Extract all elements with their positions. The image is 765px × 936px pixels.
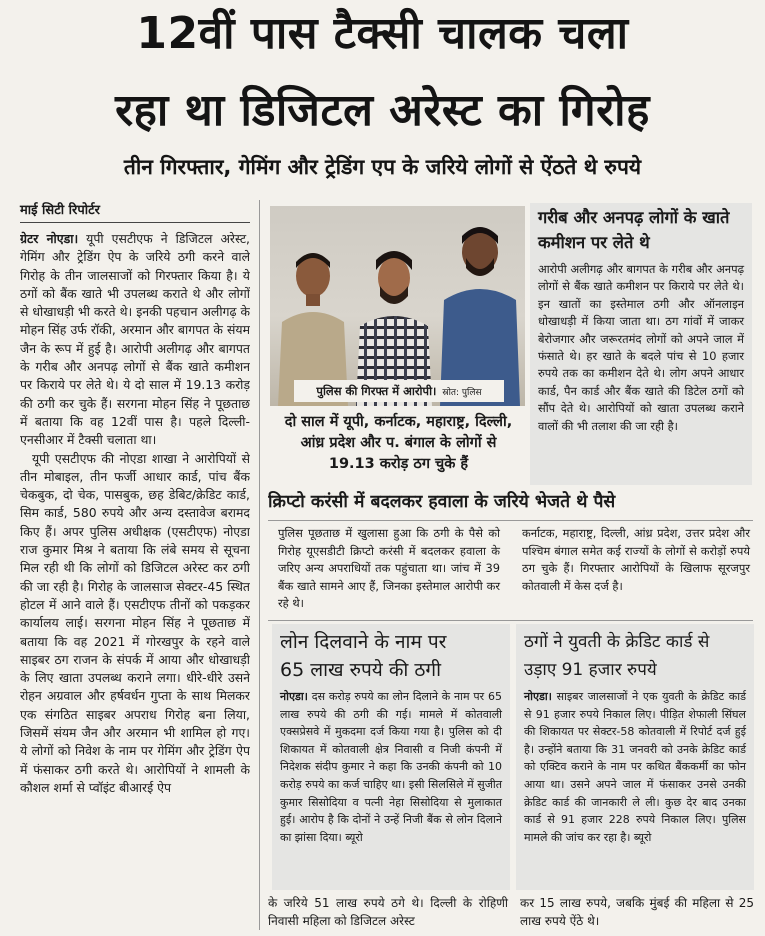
photo-caption: पुलिस की गिरफ्त में आरोपी। — [316, 383, 437, 398]
crypto-heading: क्रिप्टो करंसी में बदलकर हवाला के जरिये भेजते थे पैसे — [268, 492, 616, 512]
loan-continued: के जरिये 51 लाख रुपये ठगे थे। दिल्ली के रोहिणी निवासी महिला को डिजिटल अरेस्ट — [268, 896, 508, 928]
loan-heading-2: 65 लाख रुपये की ठगी — [280, 659, 442, 681]
loan-heading-1: लोन दिलवाने के नाम पर — [280, 631, 447, 653]
credit-body: साइबर जालसाजों ने एक युवती के क्रेडिट कार्ड से 91 हजार रुपये निकाल लिए। पीड़ित शेफाली सिंघल की शिकायत पर सेक्टर-58 कोतवाली में रिपोर्ट दर्ज हुई है। उन्होंने बताया कि 31 जनवरी को उनके क्रेडिट कार्ड को एक्टिव कराने के नाम पर कथित बैंककर्मी का फोन आया था। उसने अपने जाल में फंसाकर उनसे उनकी क्रेडिट कार्ड की जानकारी ले ली। कुछ देर बाद उनका कार्ड से 91 हजार 228 रुपये निकाल लिए। पुलिस मामले की जांच कर रहा है। — [524, 690, 746, 844]
crypto-col-1: पुलिस पूछताछ में खुलासा हुआ कि ठगी के पैसे को गिरोह यूएसडीटी क्रिप्टो करंसी में बदलकर हवाला के जरिए अन्य अपराधियों तक पहुंचाता था। जांच में 39 बैंक खाते सामने आए हैं, जिनका इस्तेमाल आरोपी कर रहे थे। — [278, 526, 500, 611]
credit-story — [516, 624, 754, 890]
main-story — [20, 230, 250, 930]
photo-caption-bar — [294, 380, 504, 402]
crypto-bottom-rule — [268, 620, 753, 621]
byline: माई सिटी रिपोर्टर — [20, 203, 100, 218]
sidebar-story — [530, 203, 752, 485]
main-paragraph-1: यूपी एसटीएफ ने डिजिटल अरेस्ट, गेमिंग और ट्रेडिंग ऐप के जरिये ठगी करने वाले गिरोह के तीन जालसाजों को गिरफ्तार किया है। ये ठगों को बैंक खाते भी उपलब्ध कराते थे और लोगों से धोखाधड़ी भी करते थे। इनकी पहचान अलीगढ़ के मोहन सिंह उर्फ रॉकी, अरमान और बागपत के संयम जैन के रूप में हुई है। आरोपी अलीगढ़ और बागपत के गरीब और अनपढ़ लोगों से बैंक खाते कमीशन पर किराये पर लेते थे। ये दो साल में 19.13 करोड़ की ठगी कर चुके हैं। सरगना मोहन सिंह ने पूछताछ में बताया कि वह 12वीं पास है। पहले दिल्ली-एनसीआर में टैक्सी चलाता था। — [20, 231, 250, 448]
pullquote: दो साल में यूपी, कर्नाटक, महाराष्ट्र, दिल्ली, आंध्र प्रदेश और प. बंगाल के लोगों से 19.13 करोड़ ठग चुके हैं — [284, 414, 513, 472]
sidebar-text: आरोपी अलीगढ़ और बागपत के गरीब और अनपढ़ लोगों से बैंक खाते कमीशन पर किराये पर लेते थे। इन खातों का इस्तेमाल ठगी और ऑनलाइन धोखाधड़ी में किया जाता था। ठग गांवों में जाकर बेरोजगार और जरूरतमंद लोगों को अपने जाल में फंसाते थे। हर खाते के बदले पांच से 10 हजार रुपये तक का कमीशन देते थे। लोग अपने आधार कार्ड, पैन कार्ड और बैंक खाते की डिटेल ठगों को सौंप देते थे। आरोपियों को खाता उपलब्ध कराने वालों की भी तलाश की जा रही है। — [538, 262, 744, 433]
byline-rule — [20, 222, 250, 223]
headline-line-2: रहा था डिजिटल अरेस्ट का गिरोह — [115, 85, 650, 136]
photo-credit: स्रोत: पुलिस — [442, 387, 482, 398]
loan-story — [272, 624, 510, 890]
credit-author: ब्यूरो — [633, 830, 652, 844]
credit-text — [524, 688, 746, 846]
credit-heading-1: ठगों ने युवती के क्रेडिट कार्ड से — [524, 632, 710, 652]
main-paragraph-2: यूपी एसटीएफ की नोएडा शाखा ने आरोपियों से तीन मोबाइल, तीन फर्जी आधार कार्ड, पांच बैंक चेकबुक, दो चेक, पासबुक, छह डेबिट/क्रेडिट कार्ड, सिम कार्ड, 580 रुपये और अन्य दस्तावेज बरामद किए हैं। अपर पुलिस अधीक्षक (एसटीएफ) नोएडा राज कुमार मिश्र ने बताया कि लंबे समय से सूचना मिल रही थी कि लोगों को डिजिटल अरेस्ट कर ठगी की जा रही है। गिरोह के जालसाज सेक्टर-45 स्थित होटल में आने वाले हैं। एसटीएफ तीनों को पकड़कर कार्यालय लाई। सरगना मोहन सिंह ने पूछताछ में बताया कि वह 2021 में गोरखपुर के रहने वाले साइबर ठग राजन के संपर्क में आया और धोखाधड़ी के लिए खाता उपलब्ध कराने लगा। धीरे-धीरे उसने रोहन अग्रवाल और हर्षवर्धन गुप्ता के साथ मिलकर एक संगठित साइबर अपराध गिरोह बना लिया, जिसमें संयम जैन और अरमान भी शामिल हो गए। ये लोगों को निवेश के नाम पर गेमिंग और ट्रेडिंग ऐप में फंसाकर ठगी करते थे। आरोपियों ने शामली के कौशल शर्मा से प्वॉइंट बीआरई ऐप — [20, 450, 250, 795]
crypto-rule — [268, 520, 753, 521]
accused-photo — [270, 206, 525, 406]
loan-text — [280, 688, 502, 846]
credit-dateline: नोएडा। — [524, 690, 552, 703]
headline-line-1: 12वीं पास टैक्सी चालक चला — [136, 8, 629, 59]
column-rule-left — [259, 200, 260, 930]
loan-dateline: नोएडा। — [280, 690, 308, 703]
main-dateline: ग्रेटर नोएडा। — [20, 231, 79, 246]
loan-author: ब्यूरो — [345, 830, 363, 844]
accused-person-3 — [438, 218, 522, 406]
crypto-col-2: कर्नाटक, महाराष्ट्र, दिल्ली, आंध्र प्रदेश, उत्तर प्रदेश और पश्चिम बंगाल समेत कई राज्यों के लोगों से करोड़ों रुपये ठग चुके हैं। गिरफ्तार आरोपियों के खिलाफ सूरजपुर कोतवाली में केस दर्ज है। — [522, 526, 750, 593]
loan-body: दस करोड़ रुपये का लोन दिलाने के नाम पर 65 लाख रुपये की ठगी की गई। मामले में कोतवाली एक्सप्रेसवे में मुकदमा दर्ज किया गया है। पुलिस को दी शिकायत में कोतवाली क्षेत्र निवासी व निजी कंपनी में निदेशक संदीप कुमार ने कहा कि उनकी कंपनी को 10 करोड़ रुपये का कर्ज चाहिए था। इसी सिलसिले में सुजीत कुमार सिसोदिया व पत्नी नेहा सिसोदिया से मुलाकात हुई। आरोप है कि दोनों ने उन्हें निजी बैंक से लोन दिलाने का झांसा दिया। — [280, 690, 503, 844]
headline-deck: तीन गिरफ्तार, गेमिंग और ट्रेडिंग एप के जरिये लोगों से ऐंठते थे रुपये — [123, 155, 642, 179]
credit-continued: कर 15 लाख रुपये, जबकि मुंबई की महिला से 25 लाख रुपये ऐंठे थे। — [520, 896, 754, 928]
credit-heading-2: उड़ाए 91 हजार रुपये — [524, 660, 657, 680]
sidebar-heading: गरीब और अनपढ़ लोगों के खाते कमीशन पर लेते थे — [538, 208, 730, 252]
